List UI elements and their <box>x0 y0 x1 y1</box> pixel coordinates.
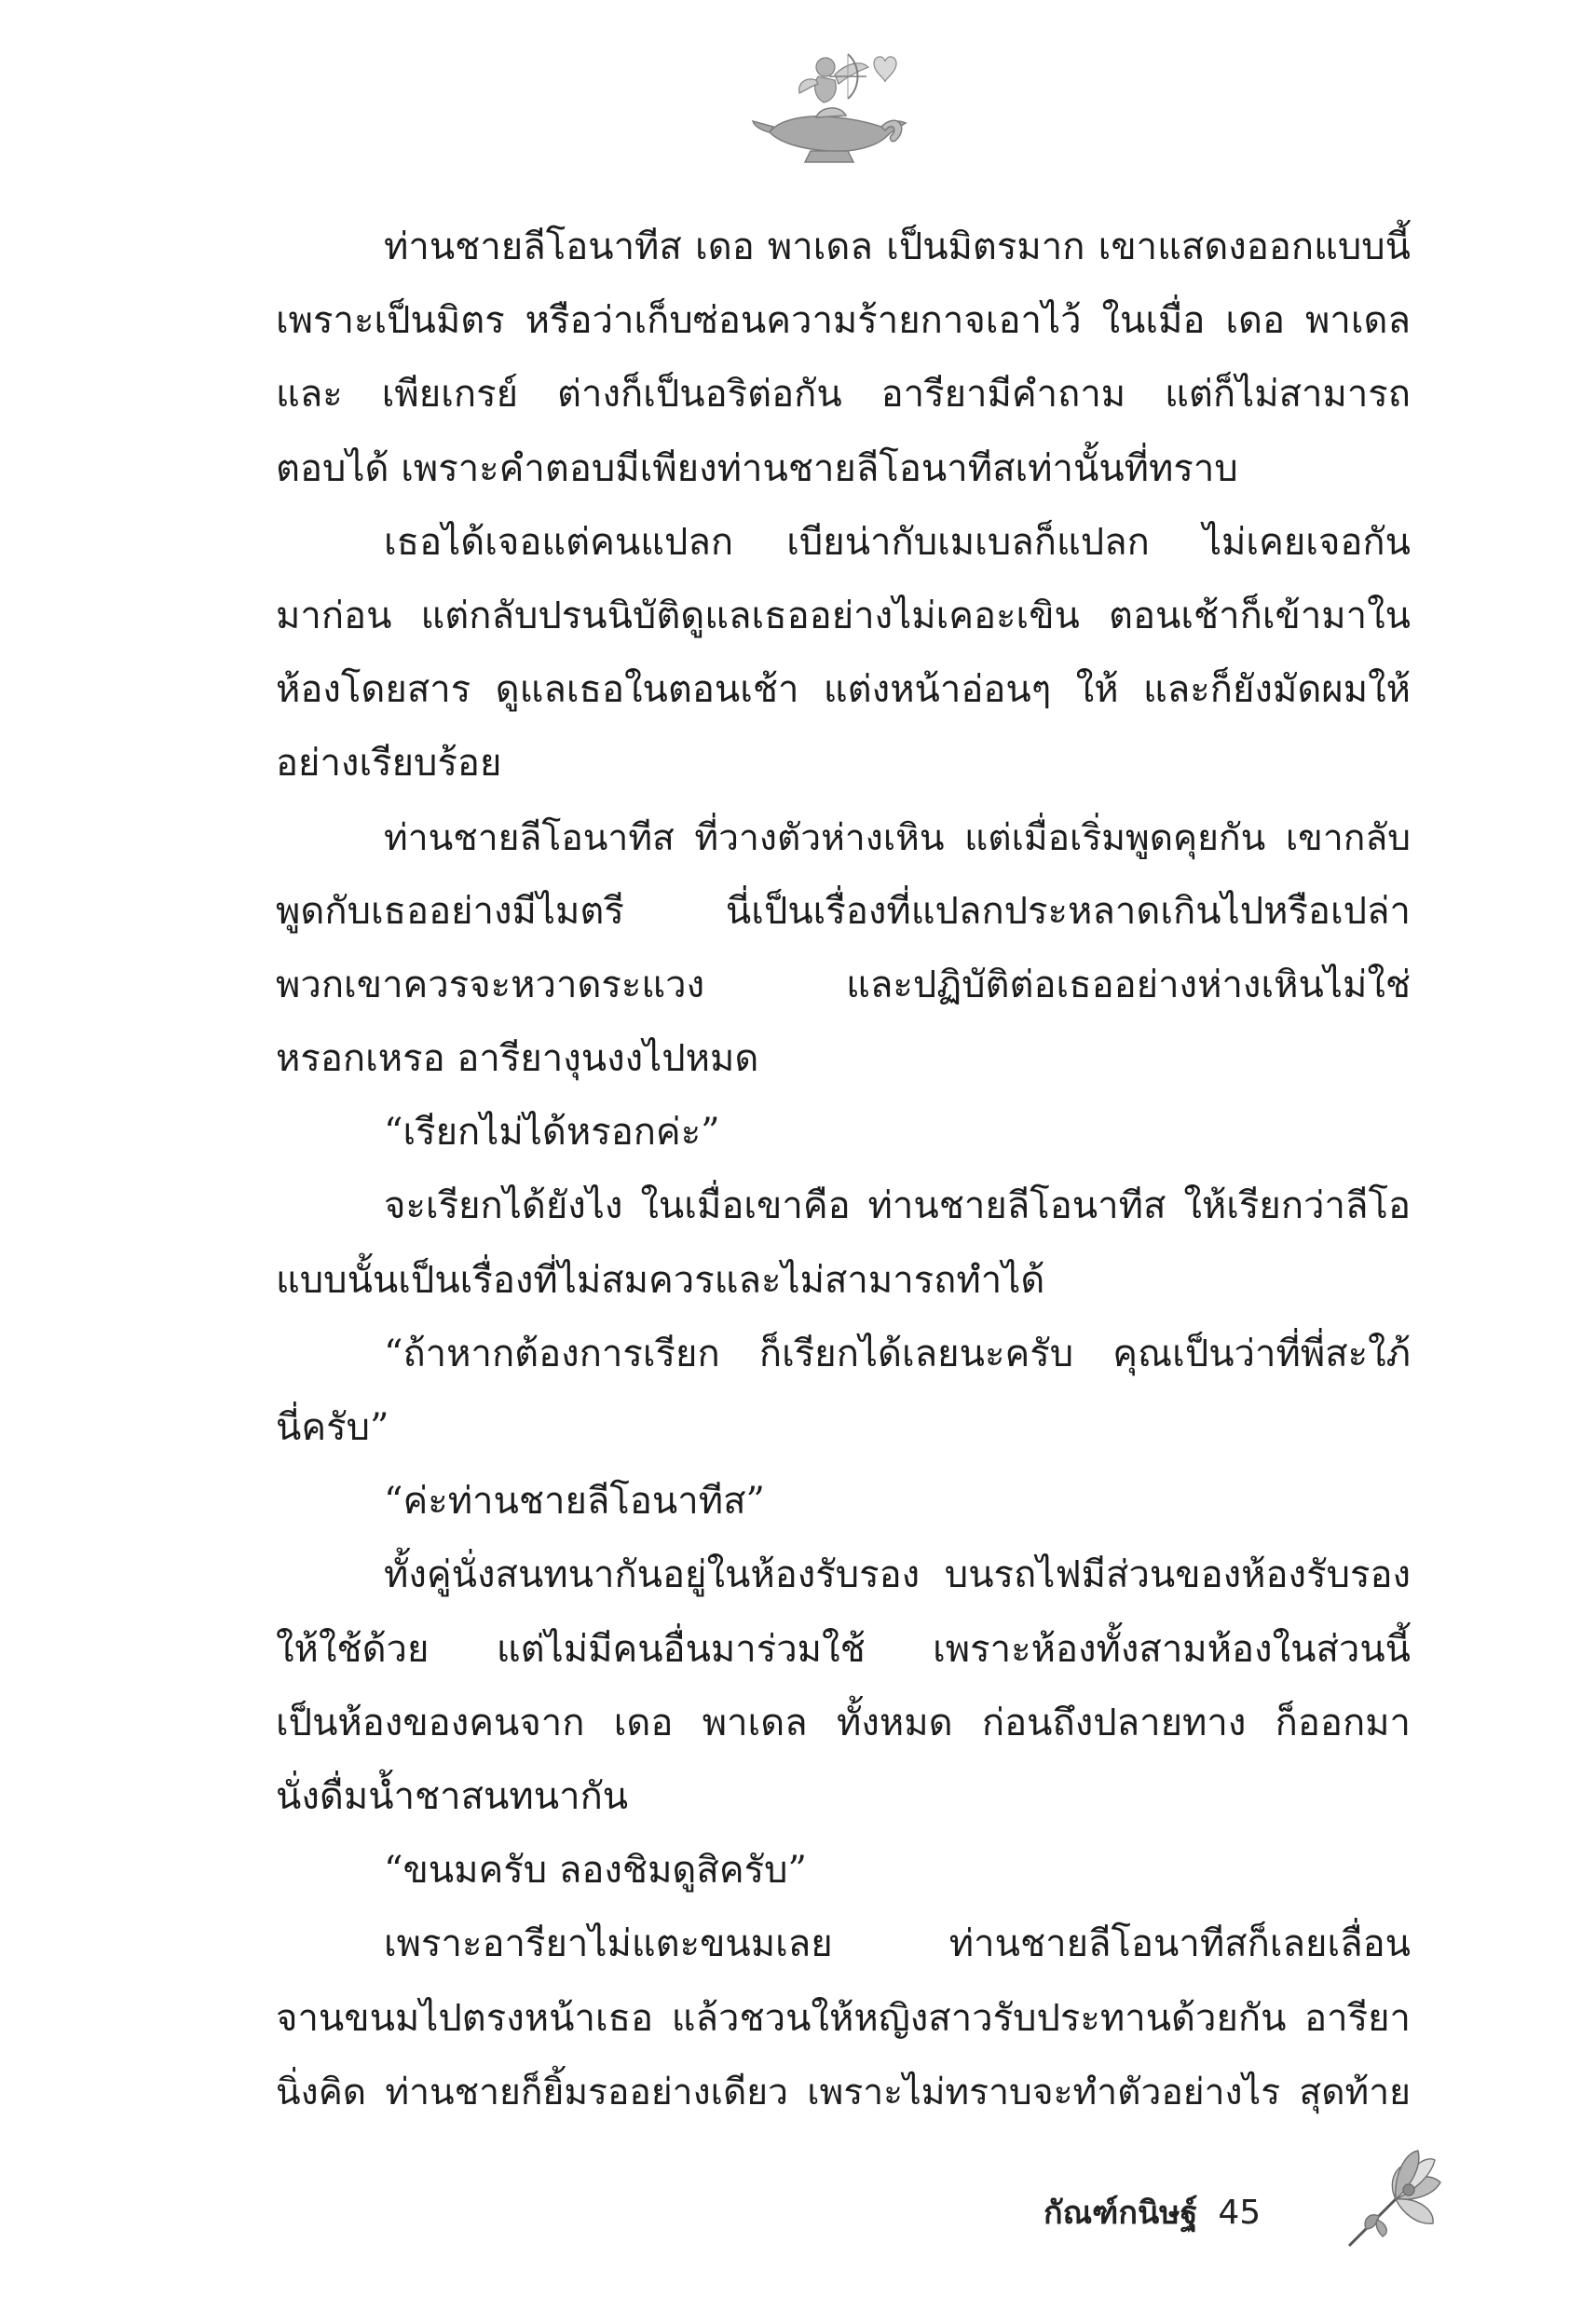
text-line: นี่ครับ” <box>276 1406 389 1449</box>
text-line: มาก่อน แต่กลับปรนนิบัติดูแลเธออย่างไม่เคอะเขิน ตอนเช้าก็เข้ามาใน <box>276 594 1411 637</box>
page-footer <box>1044 2184 1261 2240</box>
text-line: เป็นห้องของคนจาก เดอ พาเดล ทั้งหมด ก่อนถึงปลายทาง ก็ออกมา <box>276 1701 1411 1744</box>
text-line: “ค่ะท่านชายลีโอนาทีส” <box>384 1480 765 1524</box>
body-text <box>276 211 1411 2129</box>
flower-icon <box>1340 2143 1452 2250</box>
text-line: ตอบได้ เพราะคำตอบมีเพียงท่านชายลีโอนาทีสเท่านั้นที่ทราบ <box>276 446 1238 490</box>
text-line: หรอกเหรอ อารียางุนงงไปหมด <box>276 1037 759 1081</box>
page-number: 45 <box>1218 2193 1262 2232</box>
text-line: นิ่งคิด ท่านชายก็ยิ้มรออย่างเดียว เพราะไม่ทราบจะทำตัวอย่างไร สุดท้าย <box>276 2071 1411 2113</box>
text-line: “ขนมครับ ลองชิมดูสิครับ” <box>384 1849 807 1893</box>
text-line: และ เพียเกรย์ ต่างก็เป็นอริต่อกัน อารียามีคำถาม แต่ก็ไม่สามารถ <box>276 373 1411 417</box>
text-line: เพราะอารียาไม่แตะขนมเลย ท่านชายลีโอนาทีสก็เลยเลื่อน <box>384 1922 1411 1966</box>
text-line: ให้ใช้ด้วย แต่ไม่มีคนอื่นมาร่วมใช้ เพราะห้องทั้งสามห้องในส่วนนี้ <box>276 1627 1411 1671</box>
text-line: นั่งดื่มน้ำชาสนทนากัน <box>276 1774 629 1818</box>
text-line: ทั้งคู่นั่งสนทนากันอยู่ในห้องรับรอง บนรถไฟมีส่วนของห้องรับรอง <box>384 1553 1411 1597</box>
text-line: เธอได้เจอแต่คนแปลก เบียน่ากับเมเบลก็แปลก ไม่เคยเจอกัน <box>384 520 1411 564</box>
text-line: “เรียกไม่ได้หรอกค่ะ” <box>384 1111 720 1155</box>
text-line: ท่านชายลีโอนาทีส เดอ พาเดล เป็นมิตรมาก เขาแสดงออกแบบนี้ <box>384 226 1411 268</box>
text-line: อย่างเรียบร้อย <box>276 742 502 786</box>
text-line: จะเรียกได้ยังไง ในเมื่อเขาคือ ท่านชายลีโอนาทีส ให้เรียกว่าลีโอ <box>384 1184 1411 1228</box>
text-line: ท่านชายลีโอนาทีส ที่วางตัวห่างเหิน แต่เมื่อเริ่มพูดคุยกัน เขากลับ <box>384 816 1411 859</box>
text-line: “ถ้าหากต้องการเรียก ก็เรียกได้เลยนะครับ คุณเป็นว่าที่พี่สะใภ้ <box>384 1332 1411 1375</box>
text-line: ห้องโดยสาร ดูแลเธอในตอนเช้า แต่งหน้าอ่อนๆ ให้ และก็ยังมัดผมให้ <box>276 668 1411 712</box>
text-line: แบบนั้นเป็นเรื่องที่ไม่สมควรและไม่สามารถทำได้ <box>276 1258 1045 1302</box>
text-line: พวกเขาควรจะหวาดระแวง และปฏิบัติต่อเธออย่างห่างเหินไม่ใช่ <box>276 963 1411 1006</box>
text-line: จานขนมไปตรงหน้าเธอ แล้วชวนให้หญิงสาวรับประทานด้วยกัน อารียา <box>276 1996 1411 2040</box>
text-line: พูดกับเธออย่างมีไมตรี นี่เป็นเรื่องที่แปลกประหลาดเกินไปหรือเปล่า <box>276 889 1411 933</box>
genie-lamp-icon <box>751 47 911 168</box>
text-line: เพราะเป็นมิตร หรือว่าเก็บซ่อนความร้ายกาจเอาไว้ ในเมื่อ เดอ พาเดล <box>276 299 1411 343</box>
book-title: กัณฑ์กนิษฐ์ <box>1044 2195 1198 2232</box>
